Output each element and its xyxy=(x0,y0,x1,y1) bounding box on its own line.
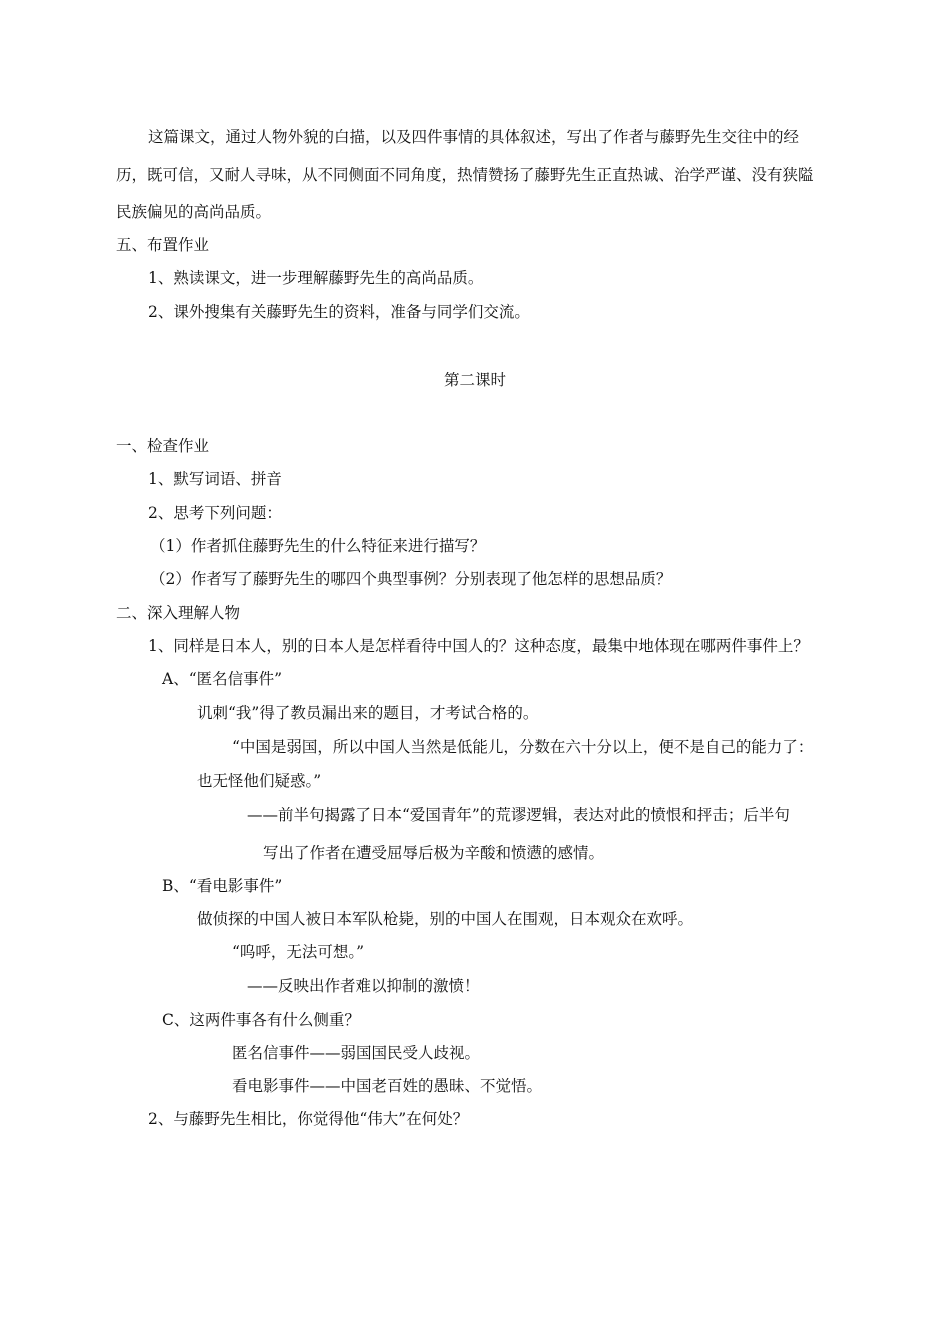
item-a-heading: A、“匿名信事件” xyxy=(162,670,283,688)
item-b-description: 做侦探的中国人被日本军队枪毙，别的中国人在围观，日本观众在欢呼。 xyxy=(197,910,694,928)
item-a-analysis-line-1: ——前半句揭露了日本“爱国青年”的荒谬逻辑，表达对此的愤恨和抨击；后半句 xyxy=(247,806,790,824)
item-a-quote-line-2: 也无怪他们疑惑。” xyxy=(197,772,322,790)
section-1-heading: 一、检查作业 xyxy=(116,437,210,455)
item-a-analysis-line-2: 写出了作者在遭受屈辱后极为辛酸和愤懑的感情。 xyxy=(263,844,605,862)
section-1-item-1: 1、默写词语、拼音 xyxy=(148,470,282,488)
section-1-question-2: （2）作者写了藤野先生的哪四个典型事例？分别表现了他怎样的思想品质？ xyxy=(150,570,672,588)
intro-paragraph-line-2: 历，既可信，又耐人寻味，从不同侧面不同角度，热情赞扬了藤野先生正直热诚、治学严谨、没有狭隘 xyxy=(116,166,814,184)
section-5-heading: 五、布置作业 xyxy=(116,236,210,254)
lesson-2-title: 第二课时 xyxy=(443,371,506,389)
item-b-heading: B、“看电影事件” xyxy=(162,877,283,895)
item-b-analysis: ——反映出作者难以抑制的激愤！ xyxy=(247,977,480,995)
item-c-heading: C、这两件事各有什么侧重？ xyxy=(162,1011,360,1029)
item-b-quote: “呜呼，无法可想。” xyxy=(232,943,365,961)
intro-paragraph-line-1: 这篇课文，通过人物外貌的白描，以及四件事情的具体叙述，写出了作者与藤野先生交往中的经 xyxy=(148,128,800,146)
homework-item-2: 2、课外搜集有关藤野先生的资料，准备与同学们交流。 xyxy=(148,303,530,321)
section-2-question-2: 2、与藤野先生相比，你觉得他“伟大”在何处？ xyxy=(148,1110,469,1128)
intro-paragraph-line-3: 民族偏见的高尚品质。 xyxy=(116,203,272,221)
section-2-heading: 二、深入理解人物 xyxy=(116,604,241,622)
section-1-question-1: （1）作者抓住藤野先生的什么特征来进行描写？ xyxy=(150,537,486,555)
item-c-point-1: 匿名信事件——弱国国民受人歧视。 xyxy=(232,1044,481,1062)
item-c-point-2: 看电影事件——中国老百姓的愚昧、不觉悟。 xyxy=(232,1077,543,1095)
item-a-description: 讥刺“我”得了教员漏出来的题目，才考试合格的。 xyxy=(197,704,539,722)
homework-item-1: 1、熟读课文，进一步理解藤野先生的高尚品质。 xyxy=(148,269,484,287)
section-1-item-2: 2、思考下列问题： xyxy=(148,504,282,522)
section-2-question-1: 1、同样是日本人，别的日本人是怎样看待中国人的？这种态度，最集中地体现在哪两件事件上？ xyxy=(148,637,809,655)
item-a-quote-line-1: “中国是弱国，所以中国人当然是低能儿，分数在六十分以上，便不是自己的能力了： xyxy=(232,738,814,756)
